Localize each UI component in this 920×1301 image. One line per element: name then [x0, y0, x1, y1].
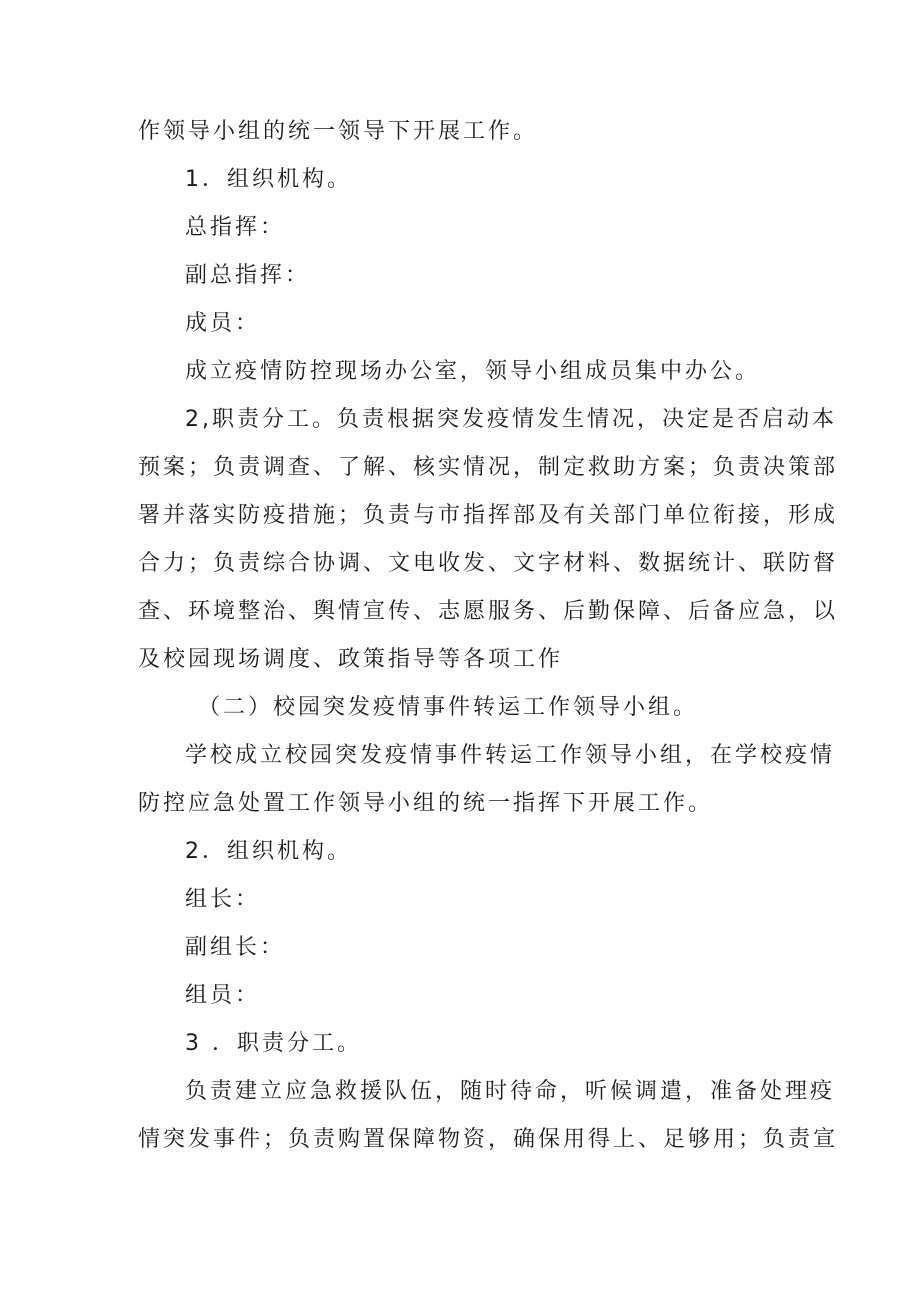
- text-line: 合力；负责综合协调、文电收发、文字材料、数据统计、联防督: [138, 551, 839, 576]
- text-line: 成立疫情防控现场办公室，领导小组成员集中办公。: [185, 359, 761, 384]
- section-heading-org: 1．组织机构。: [185, 167, 352, 192]
- document-page: [138, 108, 839, 1164]
- field-deputy-commander: 副总指挥：: [185, 263, 311, 288]
- text-line: 防控应急处置工作领导小组的统一指挥下开展工作。: [138, 791, 714, 816]
- field-leader: 组长：: [185, 887, 261, 912]
- text-line: 署并落实防疫措施；负责与市指挥部及有关部门单位衔接，形成: [138, 503, 839, 528]
- section-heading-org-2: 2．组织机构。: [185, 839, 352, 864]
- field-commander: 总指挥：: [185, 215, 286, 240]
- text-line: 学校成立校园突发疫情事件转运工作领导小组，在学校疫情: [185, 743, 836, 768]
- section-heading-transfer-group: （二）校园突发疫情事件转运工作领导小组。: [198, 695, 699, 720]
- field-members: 成员：: [185, 311, 261, 336]
- text-line: 及校园现场调度、政策指导等各项工作: [138, 647, 564, 672]
- field-group-members: 组员：: [185, 983, 261, 1008]
- text-line: 作领导小组的统一领导下开展工作。: [138, 119, 539, 144]
- section-heading-duties: 3 ．职责分工。: [185, 1031, 362, 1056]
- text-line: 负责建立应急救援队伍，随时待命，听候调遣，准备处理疫: [185, 1079, 836, 1104]
- text-line: 查、环境整治、舆情宣传、志愿服务、后勤保障、后备应急，以: [138, 599, 839, 624]
- text-line: 情突发事件；负责购置保障物资，确保用得上、足够用；负责宣: [138, 1127, 839, 1152]
- text-line: 2,职责分工。负责根据突发疫情发生情况，决定是否启动本: [185, 407, 837, 432]
- text-line: 预案；负责调查、了解、核实情况，制定救助方案；负责决策部: [138, 455, 839, 480]
- field-deputy-leader: 副组长：: [185, 935, 286, 960]
